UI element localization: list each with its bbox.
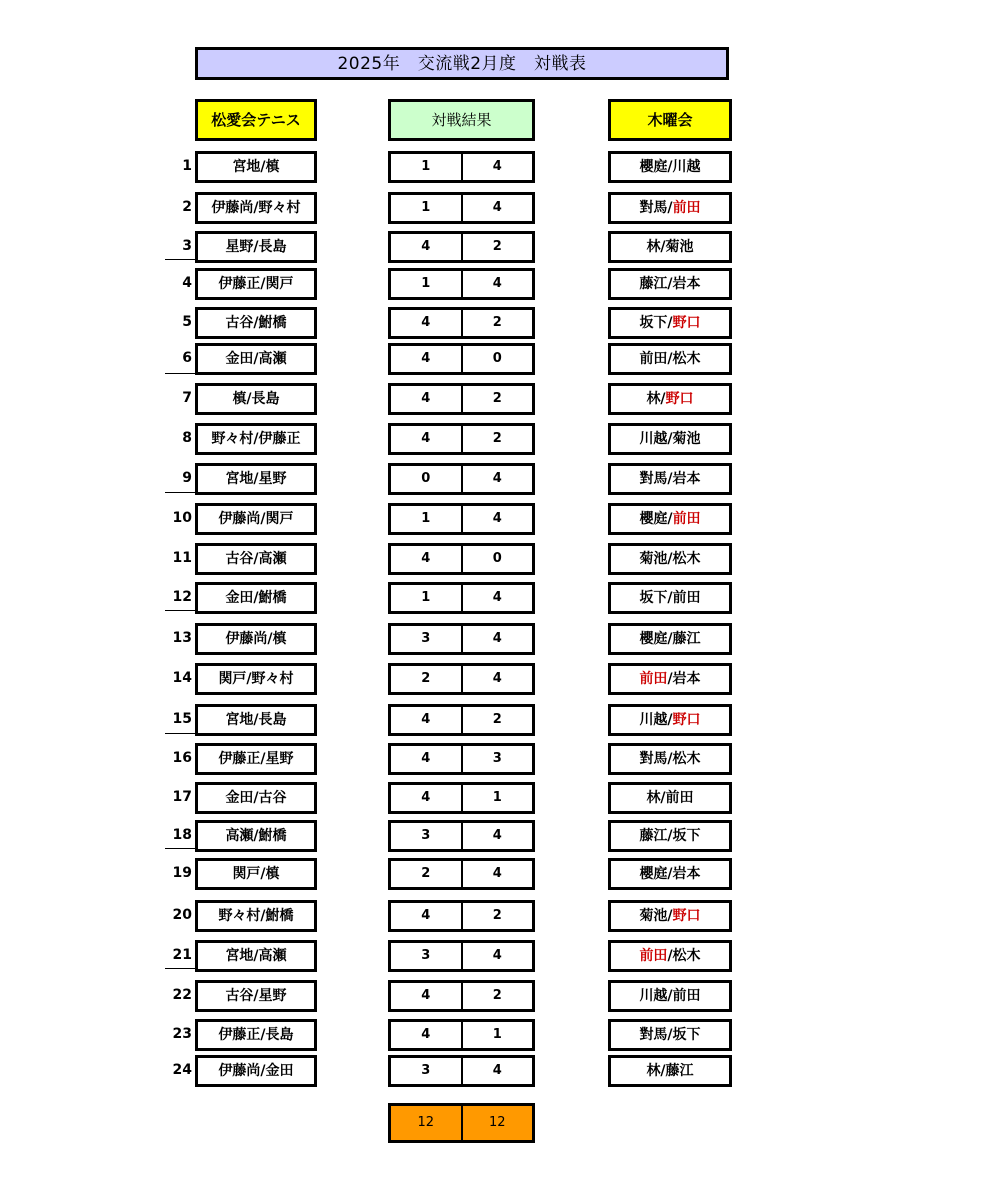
left-pair: 伊藤正/関戸 xyxy=(195,268,317,300)
match-row xyxy=(0,782,1000,814)
left-score: 2 xyxy=(421,671,431,686)
right-pair xyxy=(608,782,732,814)
match-number: 13 xyxy=(172,630,192,646)
right-pair xyxy=(608,820,732,852)
right-score: 4 xyxy=(461,585,533,611)
left-score: 4 xyxy=(421,751,431,766)
highlighted-name: 前田 xyxy=(672,511,701,527)
match-row xyxy=(0,743,1000,775)
match-score xyxy=(388,858,535,890)
total-right-score: 12 xyxy=(461,1106,533,1140)
right-score: 0 xyxy=(461,546,533,572)
name-segment: 對馬/ xyxy=(639,200,673,216)
match-number: 8 xyxy=(182,430,192,446)
left-pair: 関戸/野々村 xyxy=(195,663,317,695)
left-pair: 古谷/星野 xyxy=(195,980,317,1012)
right-score: 1 xyxy=(461,1022,533,1048)
right-score: 1 xyxy=(461,785,533,811)
match-score xyxy=(388,704,535,736)
name-segment: 菊池/松木 xyxy=(639,551,701,567)
right-score: 0 xyxy=(461,346,533,372)
match-number: 15 xyxy=(172,711,192,727)
match-row xyxy=(0,820,1000,852)
left-score: 3 xyxy=(421,1063,431,1078)
left-pair: 宮地/槙 xyxy=(195,151,317,183)
right-score: 4 xyxy=(461,861,533,887)
name-segment: /松木 xyxy=(667,948,701,964)
match-score xyxy=(388,151,535,183)
left-pair: 星野/長島 xyxy=(195,231,317,263)
name-segment: 櫻庭/ xyxy=(639,511,673,527)
name-segment: 林/藤江 xyxy=(646,1063,694,1079)
left-pair: 伊藤尚/金田 xyxy=(195,1055,317,1087)
match-number: 17 xyxy=(172,789,192,805)
name-segment: 櫻庭/藤江 xyxy=(639,631,701,647)
match-number: 24 xyxy=(172,1062,192,1078)
match-row xyxy=(0,1019,1000,1051)
left-pair: 槙/長島 xyxy=(195,383,317,415)
match-row xyxy=(0,543,1000,575)
right-score: 2 xyxy=(461,234,533,260)
name-segment: 前田/松木 xyxy=(639,351,701,367)
match-row xyxy=(0,268,1000,300)
match-score xyxy=(388,307,535,339)
right-pair xyxy=(608,307,732,339)
match-number: 4 xyxy=(182,275,192,291)
left-score: 1 xyxy=(421,159,431,174)
left-pair: 宮地/星野 xyxy=(195,463,317,495)
match-number: 3 xyxy=(182,238,192,254)
left-score: 1 xyxy=(421,276,431,291)
match-row xyxy=(0,192,1000,224)
left-pair: 伊藤尚/野々村 xyxy=(195,192,317,224)
match-number: 21 xyxy=(172,947,192,963)
left-pair: 宮地/高瀬 xyxy=(195,940,317,972)
match-row xyxy=(0,383,1000,415)
match-score xyxy=(388,900,535,932)
match-score xyxy=(388,820,535,852)
team-left-header: 松愛会テニス xyxy=(195,99,317,141)
left-score: 4 xyxy=(421,431,431,446)
match-row xyxy=(0,582,1000,614)
right-pair xyxy=(608,463,732,495)
left-pair: 宮地/長島 xyxy=(195,704,317,736)
left-score: 4 xyxy=(421,712,431,727)
left-score: 4 xyxy=(421,315,431,330)
match-score xyxy=(388,1055,535,1087)
name-segment: 川越/菊池 xyxy=(639,431,701,447)
name-segment: 林/ xyxy=(646,391,666,407)
left-score: 1 xyxy=(421,590,431,605)
right-score: 2 xyxy=(461,983,533,1009)
team-right-header: 木曜会 xyxy=(608,99,732,141)
name-segment: 林/菊池 xyxy=(646,239,694,255)
left-score: 1 xyxy=(421,200,431,215)
total-left-score: 12 xyxy=(417,1115,435,1130)
right-pair xyxy=(608,1019,732,1051)
right-pair xyxy=(608,343,732,375)
left-score: 4 xyxy=(421,351,431,366)
left-pair: 関戸/槙 xyxy=(195,858,317,890)
name-segment: 對馬/松木 xyxy=(639,751,701,767)
right-score: 4 xyxy=(461,1058,533,1084)
left-score: 4 xyxy=(421,908,431,923)
match-number: 9 xyxy=(182,470,192,486)
highlighted-name: 前田 xyxy=(639,948,668,964)
right-pair xyxy=(608,743,732,775)
right-score: 2 xyxy=(461,707,533,733)
match-score xyxy=(388,463,535,495)
match-score xyxy=(388,782,535,814)
match-number: 6 xyxy=(182,350,192,366)
match-row xyxy=(0,1055,1000,1087)
match-score xyxy=(388,268,535,300)
right-pair xyxy=(608,900,732,932)
name-segment: 對馬/坂下 xyxy=(639,1027,701,1043)
name-segment: 櫻庭/川越 xyxy=(639,159,701,175)
group-divider xyxy=(165,610,195,611)
page-title: 2025年 交流戦2月度 対戦表 xyxy=(195,47,729,80)
match-score xyxy=(388,543,535,575)
match-row xyxy=(0,503,1000,535)
group-divider xyxy=(165,968,195,969)
name-segment: /岩本 xyxy=(667,671,701,687)
left-score: 0 xyxy=(421,471,431,486)
match-number: 11 xyxy=(172,550,192,566)
match-number: 18 xyxy=(172,827,192,843)
highlighted-name: 野口 xyxy=(672,712,701,728)
match-score xyxy=(388,192,535,224)
group-divider xyxy=(165,492,195,493)
left-score: 4 xyxy=(421,1027,431,1042)
match-row xyxy=(0,940,1000,972)
name-segment: 坂下/前田 xyxy=(639,590,701,606)
right-pair xyxy=(608,423,732,455)
left-score: 4 xyxy=(421,239,431,254)
highlighted-name: 野口 xyxy=(665,391,694,407)
left-pair: 伊藤正/星野 xyxy=(195,743,317,775)
name-segment: 藤江/岩本 xyxy=(639,276,701,292)
match-number: 12 xyxy=(172,589,192,605)
left-score: 1 xyxy=(421,511,431,526)
match-row xyxy=(0,704,1000,736)
right-pair xyxy=(608,503,732,535)
right-pair xyxy=(608,623,732,655)
right-pair xyxy=(608,1055,732,1087)
right-score: 4 xyxy=(461,195,533,221)
match-number: 2 xyxy=(182,199,192,215)
match-number: 1 xyxy=(182,158,192,174)
left-score: 3 xyxy=(421,828,431,843)
left-pair: 伊藤正/長島 xyxy=(195,1019,317,1051)
right-score: 4 xyxy=(461,271,533,297)
match-score xyxy=(388,980,535,1012)
left-pair: 伊藤尚/槙 xyxy=(195,623,317,655)
right-score: 4 xyxy=(461,466,533,492)
group-divider xyxy=(165,259,195,260)
match-row xyxy=(0,623,1000,655)
match-row xyxy=(0,151,1000,183)
total-score xyxy=(388,1103,535,1143)
match-number: 16 xyxy=(172,750,192,766)
name-segment: 菊池/ xyxy=(639,908,673,924)
match-row xyxy=(0,343,1000,375)
match-row xyxy=(0,858,1000,890)
right-pair xyxy=(608,151,732,183)
match-score xyxy=(388,383,535,415)
name-segment: 川越/前田 xyxy=(639,988,701,1004)
name-segment: 對馬/岩本 xyxy=(639,471,701,487)
match-score xyxy=(388,623,535,655)
right-score: 4 xyxy=(461,943,533,969)
match-score xyxy=(388,423,535,455)
highlighted-name: 野口 xyxy=(672,315,701,331)
left-score: 4 xyxy=(421,391,431,406)
left-pair: 野々村/鮒橋 xyxy=(195,900,317,932)
right-score: 3 xyxy=(461,746,533,772)
left-score: 4 xyxy=(421,551,431,566)
highlighted-name: 野口 xyxy=(672,908,701,924)
left-pair: 古谷/鮒橋 xyxy=(195,307,317,339)
match-score xyxy=(388,503,535,535)
match-row xyxy=(0,307,1000,339)
right-pair xyxy=(608,582,732,614)
group-divider xyxy=(165,848,195,849)
left-pair: 古谷/高瀬 xyxy=(195,543,317,575)
right-pair xyxy=(608,543,732,575)
match-score xyxy=(388,663,535,695)
match-row xyxy=(0,463,1000,495)
right-pair xyxy=(608,383,732,415)
left-score: 3 xyxy=(421,631,431,646)
name-segment: 林/前田 xyxy=(646,790,694,806)
left-score: 4 xyxy=(421,790,431,805)
right-pair xyxy=(608,663,732,695)
match-score xyxy=(388,743,535,775)
name-segment: 櫻庭/岩本 xyxy=(639,866,701,882)
match-number: 19 xyxy=(172,865,192,881)
right-pair xyxy=(608,231,732,263)
match-row xyxy=(0,423,1000,455)
right-pair xyxy=(608,858,732,890)
result-header: 対戦結果 xyxy=(388,99,535,141)
left-score: 2 xyxy=(421,866,431,881)
right-score: 4 xyxy=(461,823,533,849)
match-score xyxy=(388,1019,535,1051)
left-pair: 高瀬/鮒橋 xyxy=(195,820,317,852)
name-segment: 川越/ xyxy=(639,712,673,728)
right-score: 4 xyxy=(461,666,533,692)
right-score: 4 xyxy=(461,154,533,180)
left-pair: 金田/鮒橋 xyxy=(195,582,317,614)
right-score: 2 xyxy=(461,426,533,452)
match-number: 10 xyxy=(172,510,192,526)
match-score xyxy=(388,343,535,375)
name-segment: 坂下/ xyxy=(639,315,673,331)
right-score: 2 xyxy=(461,903,533,929)
right-score: 4 xyxy=(461,506,533,532)
left-score: 3 xyxy=(421,948,431,963)
match-number: 5 xyxy=(182,314,192,330)
match-number: 7 xyxy=(182,390,192,406)
group-divider xyxy=(165,733,195,734)
match-row xyxy=(0,980,1000,1012)
right-pair xyxy=(608,268,732,300)
group-divider xyxy=(165,373,195,374)
right-pair xyxy=(608,704,732,736)
right-score: 4 xyxy=(461,626,533,652)
match-score xyxy=(388,582,535,614)
highlighted-name: 前田 xyxy=(672,200,701,216)
match-number: 14 xyxy=(172,670,192,686)
match-row xyxy=(0,900,1000,932)
right-pair xyxy=(608,192,732,224)
highlighted-name: 前田 xyxy=(639,671,668,687)
match-number: 22 xyxy=(172,987,192,1003)
match-number: 23 xyxy=(172,1026,192,1042)
left-pair: 金田/高瀬 xyxy=(195,343,317,375)
left-pair: 金田/古谷 xyxy=(195,782,317,814)
match-row xyxy=(0,663,1000,695)
match-number: 20 xyxy=(172,907,192,923)
left-pair: 野々村/伊藤正 xyxy=(195,423,317,455)
right-score: 2 xyxy=(461,310,533,336)
right-score: 2 xyxy=(461,386,533,412)
match-row xyxy=(0,231,1000,263)
right-pair xyxy=(608,940,732,972)
name-segment: 藤江/坂下 xyxy=(639,828,701,844)
match-score xyxy=(388,940,535,972)
match-score xyxy=(388,231,535,263)
right-pair xyxy=(608,980,732,1012)
left-score: 4 xyxy=(421,988,431,1003)
left-pair: 伊藤尚/関戸 xyxy=(195,503,317,535)
